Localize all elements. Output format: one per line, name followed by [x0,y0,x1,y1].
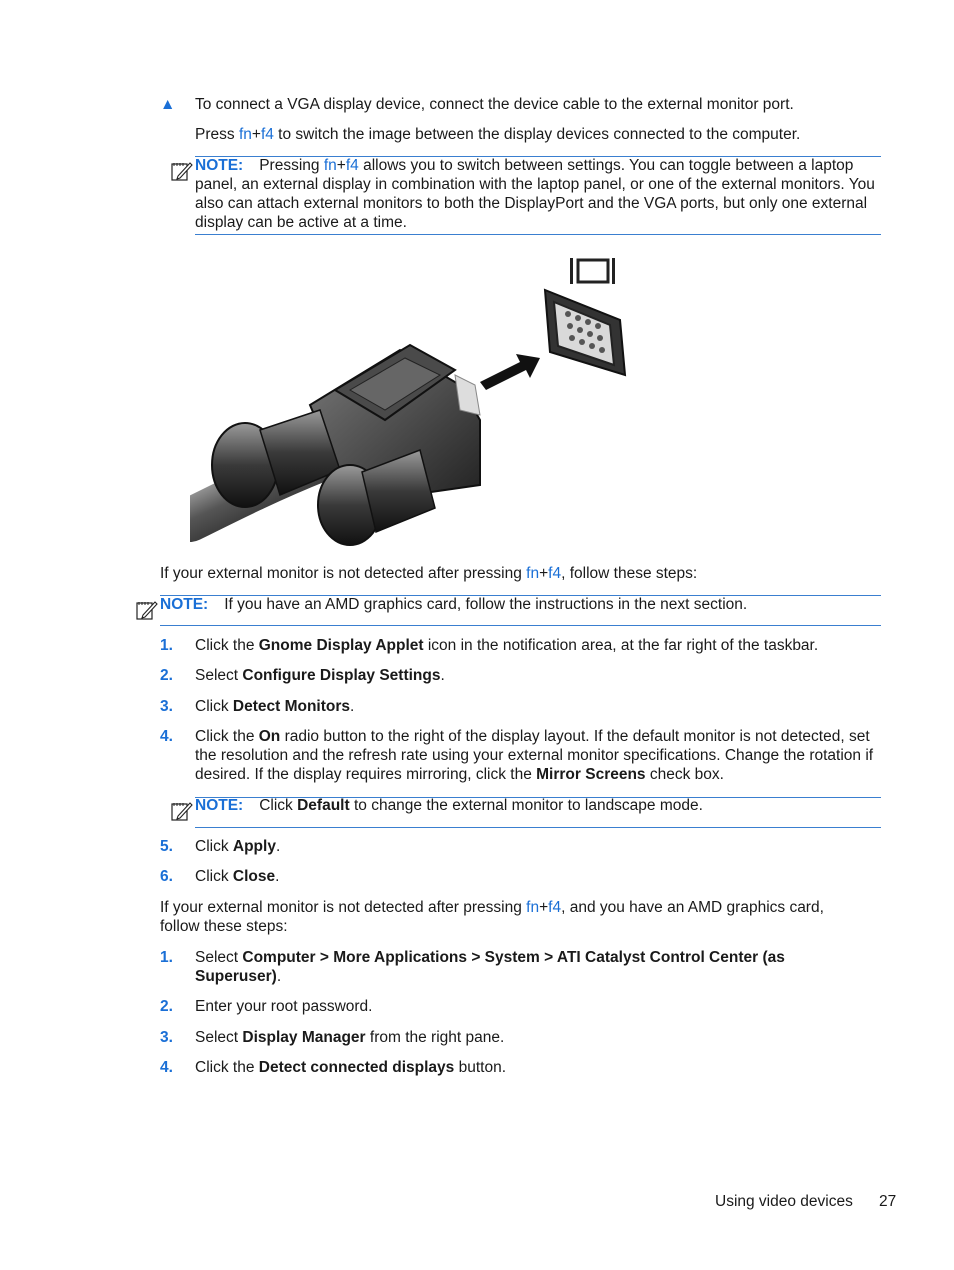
note3-post: to change the external monitor to landscape mode. [349,797,703,814]
note1-body [195,156,885,232]
page-number: 27 [879,1193,897,1210]
insert-arrow-icon [480,354,540,390]
step-post: . [440,667,445,684]
para2-key-fn: fn [526,899,540,916]
step-bold: Gnome Display Applet [258,637,424,654]
step-post: from the right pane. [365,1029,505,1046]
note3-body [195,796,703,815]
para1-key-plus: + [539,565,549,582]
note1-rest: panel, an external display in combination with the laptop panel, or one of the external monitors. You also can attach external monitors to both the DisplayPort and the VGA ports, but only one external display can be active at a time. [195,176,875,231]
step-number: 3. [160,1029,173,1046]
step-pre: Click the [195,728,259,745]
step-bold: Detect Monitors [232,698,351,715]
step-pre: Select [195,1029,243,1046]
step-number: 3. [160,698,173,715]
bullet-triangle-icon: ▲ [160,96,176,113]
step-post: icon in the notification area, at the far right of the taskbar. [423,637,819,654]
step-number: 1. [160,637,173,654]
step-number: 4. [160,1059,173,1076]
note3-bottom-rule [195,827,881,828]
step-post: check box. [645,766,724,783]
step-post: . [275,868,280,885]
note-pencil-icon [170,800,194,822]
note2-bottom-rule [160,625,881,626]
step-pre: Click [195,698,233,715]
step-number: 6. [160,868,173,885]
note1-key-plus: + [336,157,346,174]
step-pre: Click the [195,1059,259,1076]
step-post: button. [454,1059,507,1076]
step-text [195,666,885,685]
step-pre: Click [195,838,233,855]
note1-key-fn: fn [323,157,337,174]
step-pre: Select [195,667,243,684]
note3-label: NOTE: [195,797,244,814]
step-post: . [275,838,281,855]
note-pencil-icon [135,599,159,621]
key-plus: + [251,126,261,143]
press-post: to switch the image between the display devices connected to the computer. [273,126,801,143]
step-number: 4. [160,728,173,745]
step-text [195,1058,885,1077]
step-pre: Enter your root password. [195,998,373,1015]
step-number: 1. [160,949,173,966]
note-pencil-icon [170,160,194,182]
para2-post: , and you have an AMD graphics card, follow these steps: [160,899,824,935]
step-post: . [350,698,355,715]
note1-post: allows you to switch between settings. You can toggle between a laptop [358,157,854,174]
note2-body [160,595,747,614]
step-bold: Mirror Screens [536,766,646,783]
step-bold: Close [232,868,276,885]
note2-label: NOTE: [160,596,209,613]
footer-section-title: Using video devices [715,1193,853,1210]
para2-key-plus: + [539,899,549,916]
not-detected-paragraph [160,564,697,583]
step-text [195,837,885,856]
note3-bold: Default [297,797,350,814]
step-bold: Detect connected displays [258,1059,455,1076]
step-pre: Click the [195,637,259,654]
press-pre: Press [195,126,239,143]
vga-instruction: To connect a VGA display device, connect the device cable to the external monitor port. [195,96,794,113]
step-bold: Apply [232,838,276,855]
vga-port [545,290,625,375]
step-number: 2. [160,998,173,1015]
note3-pre: Click [259,797,298,814]
note2-text: If you have an AMD graphics card, follow the instructions in the next section. [224,596,748,613]
step-number: 2. [160,667,173,684]
amd-not-detected-paragraph [160,898,860,936]
step-post: radio button to the right of the display layout. If the default monitor is not detected, set the resolution and the refresh rate using your external monitor specifications. Change the rotation if desired. If the display requires mirroring, click the [195,728,874,783]
step-pre: Click [195,868,233,885]
para1-key-f4: f4 [548,565,562,582]
para1-post: , follow these steps: [561,565,698,582]
step-text [195,1028,885,1047]
step-text [195,727,875,784]
step-text [195,997,885,1016]
step-bold: On [258,728,281,745]
note1-key-f4: f4 [345,157,359,174]
step-pre: Select [195,949,243,966]
para2-key-f4: f4 [548,899,562,916]
key-f4: f4 [260,126,274,143]
note1-bottom-rule [195,234,881,235]
step-bold: Display Manager [242,1029,366,1046]
key-fn: fn [238,126,252,143]
para1-pre: If your external monitor is not detected after pressing [160,565,527,582]
step-text [195,948,835,986]
vga-connection-illustration [190,250,640,550]
step-text [195,867,885,886]
para2-pre: If your external monitor is not detected after pressing [160,899,527,916]
step-number: 5. [160,838,173,855]
step-bold: Configure Display Settings [242,667,441,684]
step-post: . [276,968,282,985]
display-switch-icon [570,258,615,284]
para1-key-fn: fn [526,565,540,582]
step-text [195,697,885,716]
press-instruction [195,125,800,144]
step-text [195,636,885,655]
note1-label: NOTE: [195,157,244,174]
step-bold: Computer > More Applications > System > ATI Catalyst Control Center (as Superuser) [195,949,785,985]
note1-pre: Pressing [259,157,324,174]
